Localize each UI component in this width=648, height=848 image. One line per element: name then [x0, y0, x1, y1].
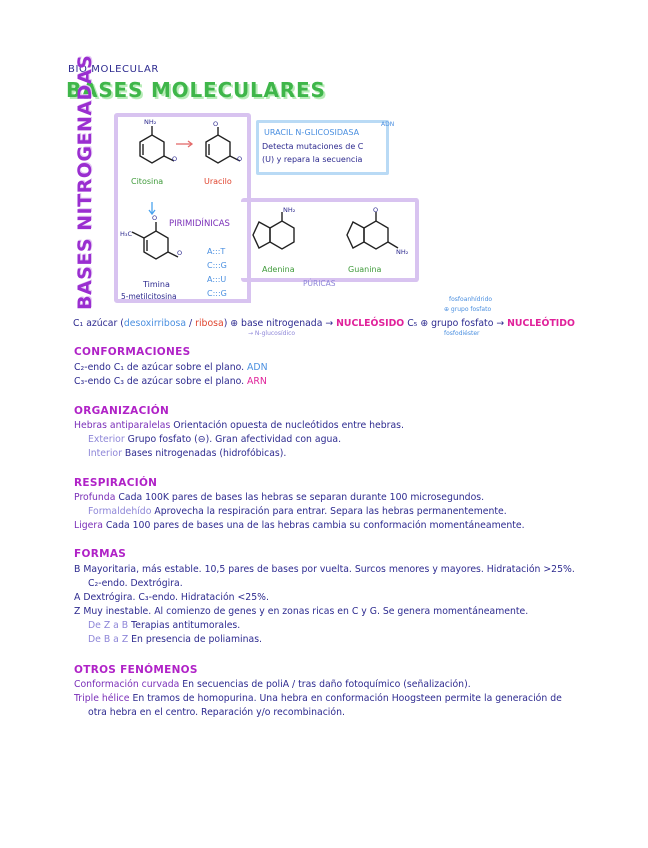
atom-o: O: [237, 155, 243, 163]
atom-nh2: NH₂: [144, 118, 157, 126]
label-timina: Timina: [143, 280, 170, 289]
atom-o: O: [177, 249, 183, 257]
section-title-organizacion: ORGANIZACIÓN: [74, 405, 170, 417]
guanina-structure: [347, 212, 398, 249]
formula-annot-grupo: ⊕ grupo fosfato: [444, 306, 492, 313]
formula-annot-fosfoanhidrido: fosfoanhídrido: [449, 296, 493, 303]
atom-o: O: [373, 206, 379, 214]
pair-4: C:::G: [207, 289, 227, 298]
conformaciones-line-2: C₃-endo C₃ de azúcar sobre el plano. ARN: [74, 376, 267, 387]
vertical-title-text: BASES NITROGENADAS: [74, 54, 96, 310]
pair-2: C:::G: [207, 261, 227, 270]
organizacion-line-2: Exterior Grupo fosfato (⊖). Gran afectividad con agua.: [88, 434, 342, 445]
pair-3: A:::U: [207, 275, 227, 284]
section-title-conformaciones: CONFORMACIONES: [74, 346, 191, 358]
label-uracilo: Uracilo: [204, 177, 232, 186]
formas-line-2: C₂-endo. Dextrógira.: [88, 578, 183, 589]
formas-line-4: Z Muy inestable. Al comienzo de genes y en zonas ricas en C y G. Se genera momentáneamente.: [74, 606, 529, 617]
citosina-to-uracilo-arrow: [176, 141, 192, 147]
conformaciones-line-1: C₂-endo C₁ de azúcar sobre el plano. ADN: [74, 362, 268, 373]
formas-line-6: De B a Z En presencia de poliaminas.: [88, 634, 262, 645]
label-metilcitosina: 5-metilcitosina: [121, 292, 177, 301]
citosina-to-metilcitosina-arrow: [149, 202, 155, 214]
formula-annot-nglucosidico: → N-glucosídico: [248, 330, 296, 337]
label-guanina: Guanina: [348, 265, 382, 274]
uracilo-structure: [206, 127, 243, 163]
respiracion-line-1: Profunda Cada 100K pares de bases las hebras se separan durante 100 microsegundos.: [74, 492, 485, 503]
formas-line-5: De Z a B Terapias antitumorales.: [88, 620, 241, 631]
atom-nh2: NH₂: [396, 248, 409, 256]
uracil-box-line2: (U) y repara la secuencia: [262, 155, 363, 164]
respiracion-line-3: Ligera Cada 100 pares de bases una de las hebras cambia su conformación momentáneamente.: [74, 520, 525, 531]
vertical-title: [64, 54, 104, 310]
adenina-structure: [253, 212, 294, 249]
citosina-structure: [140, 126, 174, 163]
uracil-box-line1: Detecta mutaciones de C: [262, 142, 364, 151]
atom-o: O: [172, 155, 178, 163]
atom-o: O: [152, 214, 158, 222]
label-pirimidinicas: PIRIMIDÍNICAS: [169, 219, 230, 229]
organizacion-line-3: Interior Bases nitrogenadas (hidrofóbicas).: [88, 448, 287, 459]
respiracion-line-2: Formaldehído Aprovecha la respiración para entrar. Separa las hebras permanentemente.: [88, 506, 507, 517]
page-title: BASES MOLECULARES: [66, 78, 326, 102]
label-citosina: Citosina: [131, 177, 164, 186]
formula-line: C₁ azúcar (desoxirribosa / ribosa) ⊕ base nitrogenada → NUCLEÓSIDO C₅ ⊕ grupo fosfato → NUCLEÓTIDO: [73, 318, 575, 329]
organizacion-line-1: Hebras antiparalelas Orientación opuesta de nucleótidos entre hebras.: [74, 420, 404, 431]
uracil-box-tag: ADN: [381, 121, 395, 128]
formas-line-3: A Dextrógira. C₃-endo. Hidratación <25%.: [74, 592, 269, 603]
atom-ch3: H₃C: [120, 230, 133, 238]
pair-1: A:::T: [207, 247, 226, 256]
otros-line-3: otra hebra en el centro. Reparación y/o recombinación.: [88, 707, 345, 718]
formula-annot-fosfodiester: fosfodiéster: [444, 330, 480, 337]
otros-line-2: Triple hélice En tramos de homopurina. Una hebra en conformación Hoogsteen permite la generación de: [74, 693, 562, 704]
atom-nh2: NH₂: [283, 206, 296, 214]
label-puricas: PÚRICAS: [303, 279, 336, 288]
subject-label: BIO MOLECULAR: [68, 64, 159, 75]
uracil-box-title: URACIL N-GLICOSIDASA: [264, 128, 360, 137]
section-title-formas: FORMAS: [74, 548, 127, 560]
formas-line-1: B Mayoritaria, más estable. 10,5 pares de bases por vuelta. Surcos menores y mayores. Hidratación >25%.: [74, 564, 575, 575]
section-title-respiracion: RESPIRACIÓN: [74, 477, 158, 489]
label-adenina: Adenina: [262, 265, 295, 274]
section-title-otros: OTROS FENÓMENOS: [74, 664, 198, 676]
otros-line-1: Conformación curvada En secuencias de poliA / tras daño fotoquímico (señalización).: [74, 679, 471, 690]
atom-o: O: [213, 120, 219, 128]
